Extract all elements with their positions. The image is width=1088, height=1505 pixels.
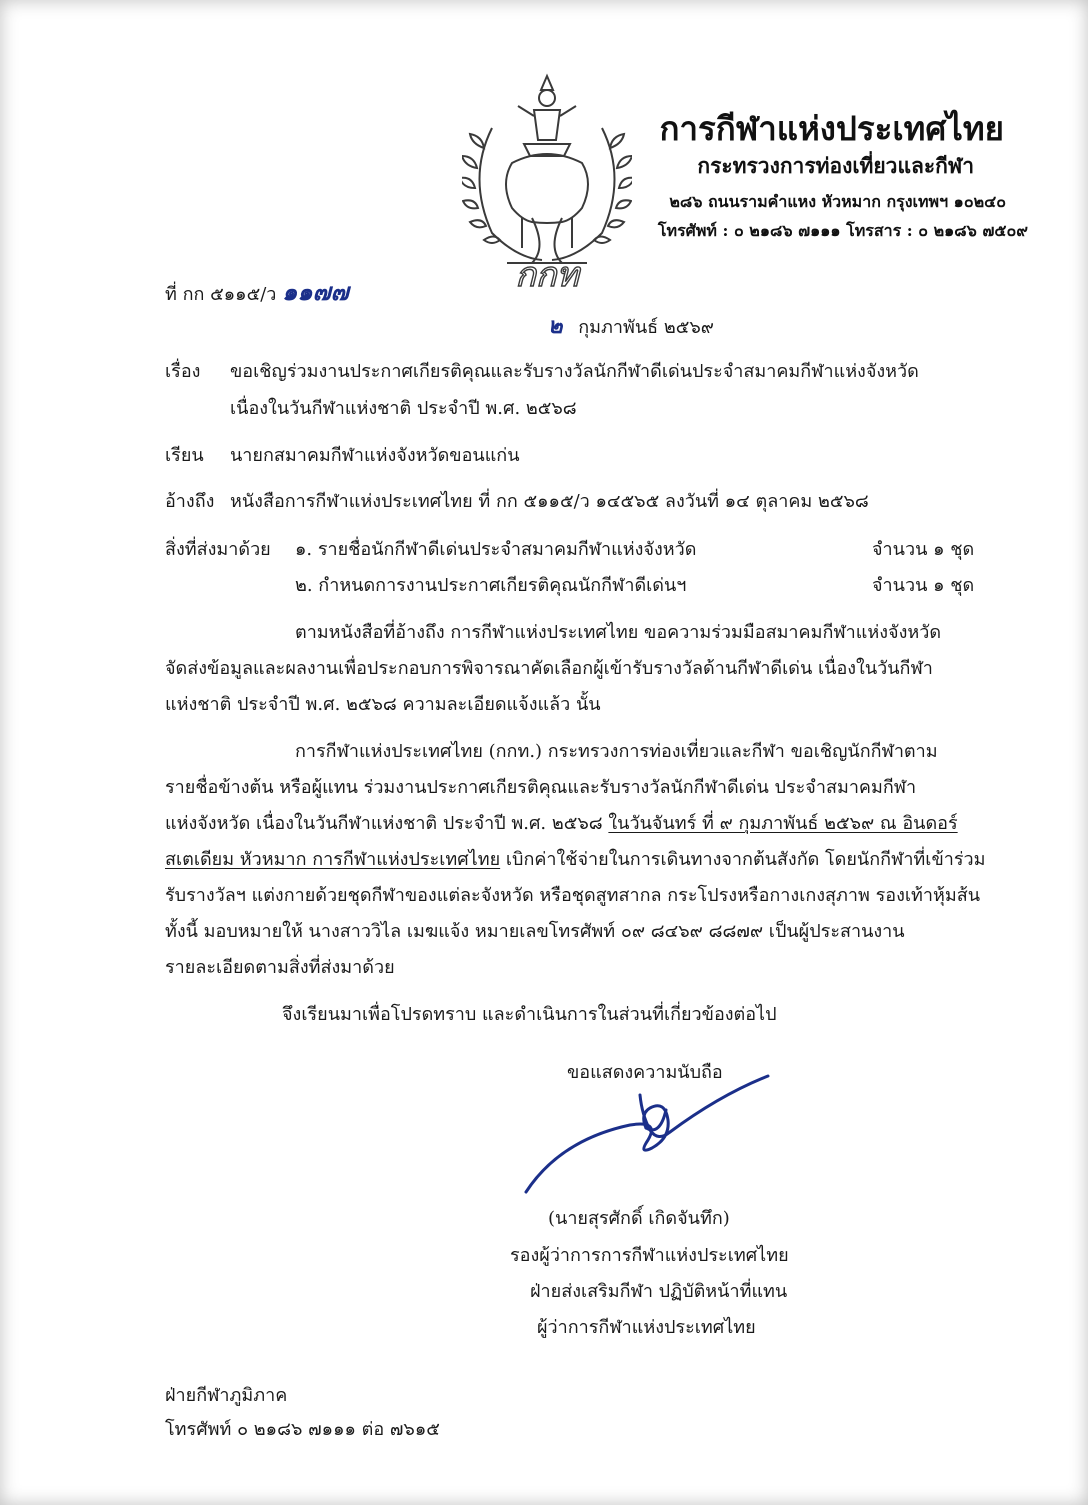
enclosure-item-2: ๒. กำหนดการงานประกาศเกียรติคุณนักกีฬาดีเด่นฯ bbox=[295, 575, 687, 596]
paragraph-2-line-5: รับรางวัลฯ แต่งกายด้วยชุดกีฬาของแต่ละจังหวัด หรือชุดสูทสากล กระโปรงหรือกางเกงสุภาพ รองเท้าหุ้มส้น bbox=[165, 885, 981, 906]
to-label: เรียน bbox=[165, 445, 204, 466]
signatory-title-3: ผู้ว่าการกีฬาแห่งประเทศไทย bbox=[537, 1317, 756, 1338]
org-contact: โทรศัพท์ : ๐ ๒๑๘๖ ๗๑๑๑ โทรสาร : ๐ ๒๑๘๖ ๗๕๐๙ bbox=[657, 221, 1028, 240]
paragraph-2-line-4-text: เบิกค่าใช้จ่ายในการเดินทางจากต้นสังกัด โดยนักกีฬาที่เข้าร่วม bbox=[500, 849, 986, 870]
ministry-name: กระทรวงการท่องเที่ยวและกีฬา bbox=[697, 153, 974, 178]
event-venue-underlined: สเตเดียม หัวหมาก การกีฬาแห่งประเทศไทย bbox=[165, 849, 501, 870]
enclosure-qty-2: จำนวน ๑ ชุด bbox=[872, 575, 975, 596]
document-number-handwritten: ๑๑๗๗ bbox=[282, 277, 349, 306]
enclosure-qty-1: จำนวน ๑ ชุด bbox=[872, 539, 975, 560]
subject-label: เรื่อง bbox=[165, 361, 201, 382]
footer-department: ฝ่ายกีฬาภูมิภาค bbox=[165, 1385, 288, 1406]
paragraph-2-line-7: รายละเอียดตามสิ่งที่ส่งมาด้วย bbox=[165, 957, 395, 978]
enclosure-item-1: ๑. รายชื่อนักกีฬาดีเด่นประจำสมาคมกีฬาแห่งจังหวัด bbox=[295, 539, 697, 560]
paragraph-2-line-1: การกีฬาแห่งประเทศไทย (กกท.) กระทรวงการท่องเที่ยวและกีฬา ขอเชิญนักกีฬาตาม bbox=[295, 741, 938, 762]
paragraph-2-line-2: รายชื่อข้างต้น หรือผู้แทน ร่วมงานประกาศเกียรติคุณและรับรางวัลนักกีฬาดีเด่น ประจำสมาคมกีฬา bbox=[165, 777, 917, 798]
regards-text: ขอแสดงความนับถือ bbox=[567, 1062, 723, 1083]
footer-phone: โทรศัพท์ ๐ ๒๑๘๖ ๗๑๑๑ ต่อ ๗๖๑๕ bbox=[165, 1419, 440, 1440]
date-month-year: กุมภาพันธ์ ๒๕๖๙ bbox=[578, 317, 714, 338]
signatory-title-2: ฝ่ายส่งเสริมกีฬา ปฏิบัติหน้าที่แทน bbox=[530, 1281, 788, 1302]
paragraph-2-line-3-text: แห่งจังหวัด เนื่องในวันกีฬาแห่งชาติ ประจำปี พ.ศ. ๒๕๖๘ bbox=[165, 813, 609, 834]
document-date bbox=[548, 308, 714, 343]
reference-label: อ้างถึง bbox=[165, 491, 215, 512]
reference-value: หนังสือการกีฬาแห่งประเทศไทย ที่ กก ๕๑๑๕/ว ๑๔๕๖๕ ลงวันที่ ๑๔ ตุลาคม ๒๕๖๘ bbox=[230, 491, 869, 512]
svg-text:กกท: กกท bbox=[515, 255, 579, 293]
subject-line-1: ขอเชิญร่วมงานประกาศเกียรติคุณและรับรางวัลนักกีฬาดีเด่นประจำสมาคมกีฬาแห่งจังหวัด bbox=[230, 361, 919, 382]
paragraph-2-line-4 bbox=[165, 844, 986, 873]
closing-statement: จึงเรียนมาเพื่อโปรดทราบ และดำเนินการในส่วนที่เกี่ยวข้องต่อไป bbox=[282, 1004, 777, 1025]
document-number-label: ที่ กก ๕๑๑๕/ว bbox=[165, 284, 277, 305]
paragraph-1-line-3: แห่งชาติ ประจำปี พ.ศ. ๒๕๖๘ ความละเอียดแจ้งแล้ว นั้น bbox=[165, 694, 601, 715]
paragraph-2-line-3 bbox=[165, 808, 958, 837]
org-address: ๒๘๖ ถนนรามคำแหง หัวหมาก กรุงเทพฯ ๑๐๒๔๐ bbox=[669, 192, 1006, 211]
paragraph-1-line-1: ตามหนังสือที่อ้างถึง การกีฬาแห่งประเทศไทย ขอความร่วมมือสมาคมกีฬาแห่งจังหวัด bbox=[295, 622, 942, 643]
enclosures-label: สิ่งที่ส่งมาด้วย bbox=[165, 539, 271, 560]
sat-emblem-logo bbox=[462, 68, 632, 293]
document-number bbox=[165, 272, 349, 311]
handwritten-signature bbox=[520, 1070, 780, 1200]
signatory-name: (นายสุรศักดิ์ เกิดจันทึก) bbox=[548, 1208, 730, 1229]
subject-line-2: เนื่องในวันกีฬาแห่งชาติ ประจำปี พ.ศ. ๒๕๖๘ bbox=[230, 398, 577, 419]
org-name: การกีฬาแห่งประเทศไทย bbox=[659, 109, 1004, 148]
signatory-title-1: รองผู้ว่าการการกีฬาแห่งประเทศไทย bbox=[510, 1245, 789, 1266]
date-day-handwritten: ๒ bbox=[548, 313, 563, 339]
to-value: นายกสมาคมกีฬาแห่งจังหวัดขอนแก่น bbox=[230, 445, 520, 466]
paragraph-2-line-6: ทั้งนี้ มอบหมายให้ นางสาววิไล เมฆแจ้ง หมายเลขโทรศัพท์ ๐๙ ๘๔๖๙ ๘๘๗๙ เป็นผู้ประสานงาน bbox=[165, 921, 905, 942]
paragraph-1-line-2: จัดส่งข้อมูลและผลงานเพื่อประกอบการพิจารณาคัดเลือกผู้เข้ารับรางวัลด้านกีฬาดีเด่น เนื่องในวันกีฬา bbox=[165, 658, 933, 679]
event-date-underlined: ในวันจันทร์ ที่ ๙ กุมภาพันธ์ ๒๕๖๙ ณ อินดอร์ bbox=[608, 813, 958, 834]
